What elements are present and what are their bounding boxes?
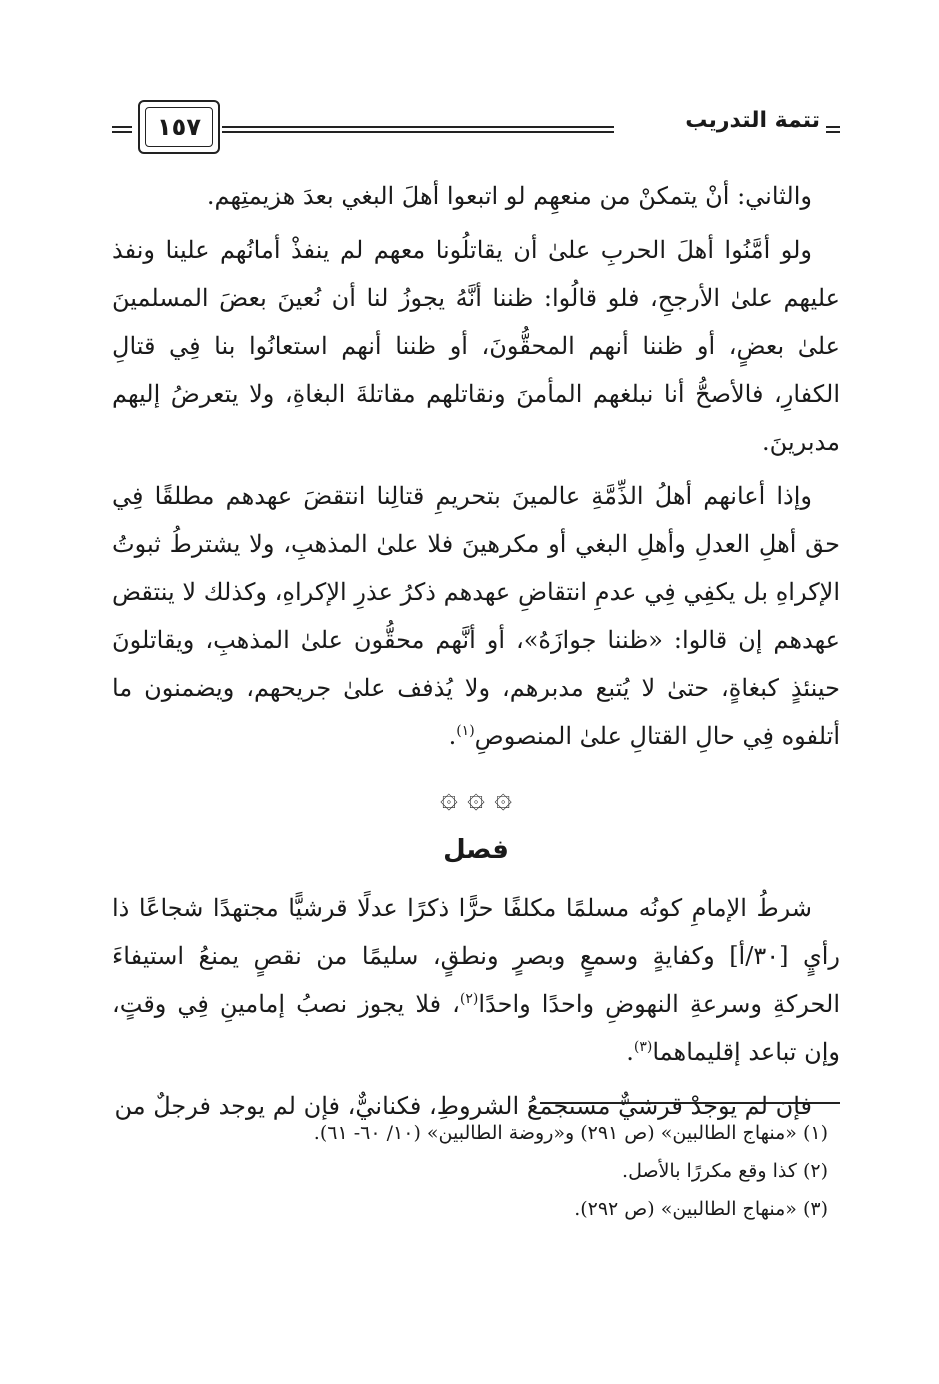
footnote-ref-1: (١) bbox=[456, 723, 475, 739]
page-number-box bbox=[138, 100, 220, 154]
header-rule-main bbox=[222, 126, 614, 133]
section-paragraph-1-c: . bbox=[626, 1038, 634, 1066]
paragraph-3-text: وإذا أعانهم أهلُ الذِّمَّةِ عالمينَ بتحريمِ قتالِنا انتقضَ عهدهم مطلقًا فِي حق أهلِ العدلِ وأهلِ البغي أو مكرهينَ فلا علىٰ المذهبِ، ولا يشترطُ ثبوتُ الإكراهِ بل يكفِي فِي عدمِ انتقاضِ عهدهم ذكرُ عذرِ الإكراهِ، وكذلك لا ينتقض عهدهم إن قالوا: «ظننا جوازَهُ»، أو أنَّهم محقُّون علىٰ المذهبِ، ويقاتلونَ حينئذٍ كبغاةٍ، حتىٰ لا يُتبع مدبرهم، ولا يُذفف علىٰ جريحهم، ويضمنون ما أتلفوه فِي حالِ القتالِ علىٰ المنصوصِ bbox=[112, 482, 840, 750]
section-paragraph-1 bbox=[112, 884, 840, 1076]
header-rule-tail bbox=[826, 126, 840, 133]
footnote-1: (١) «منهاج الطالبين» (ص ٢٩١) و«روضة الطالبين» (١٠/ ٦٠- ٦١). bbox=[313, 1122, 828, 1144]
footnote-3: (٣) «منهاج الطالبين» (ص ٢٩٢). bbox=[574, 1198, 828, 1220]
main-text bbox=[112, 172, 840, 1130]
section-paragraph-2: فإن لم يوجدْ قرشيٌّ مستجمعُ الشروطِ، فكنانيٌّ، فإن لم يوجد فرجلٌ من bbox=[114, 1092, 812, 1120]
paragraph-3-end: . bbox=[448, 722, 457, 750]
footnotes bbox=[112, 1114, 828, 1228]
section-paragraph-1-b: ، فلا يجوز نصبُ إمامينِ فِي وقتٍ، وإن تباعد إقليماهما bbox=[112, 990, 840, 1066]
paragraph-3 bbox=[112, 472, 840, 760]
footnote-ref-2: (٢) bbox=[459, 991, 479, 1007]
ornament-separator: ۞ ۞ ۞ bbox=[440, 780, 512, 815]
section-paragraph-1-a: شرطُ الإمامِ كونُه مسلمًا مكلفًا حرًّا ذكرًا عدلًا قرشيًّا مجتهدًا شجاعًا ذا رأيٍ [٣٠/أ] وكفايةٍ وسمعٍ وبصرٍ ونطقٍ، سليمًا من نقصٍ يمنعُ استيفاءَ الحركةِ وسرعةِ النهوضِ واحدًا واحدًا bbox=[112, 894, 840, 1018]
footnote-divider bbox=[540, 1102, 840, 1104]
paragraph-2: ولو أمَّنُوا أهلَ الحربِ علىٰ أن يقاتلُونا معهم لم ينفذْ أمانُهم علينا ونفذ عليهم علىٰ الأرجحِ، فلو قالُوا: ظننا أنَّهُ يجوزُ لنا أن نُعينَ بعضَ المسلمينَ علىٰ بعضٍ، أو ظننا أنهم المحقُّونَ، أو ظننا أنهم استعانُوا بنا فِي قتالِ الكفارِ، فالأصحُّ أنا نبلغهم المأمنَ ونقاتلهم مقاتلةَ البغاةِ، ولا يتعرضُ إليهم مدبرينَ. bbox=[112, 236, 840, 456]
page-header bbox=[112, 98, 840, 160]
page-number: ١٥٧ bbox=[145, 107, 213, 147]
footnote-ref-3: (٣) bbox=[633, 1039, 653, 1055]
running-title: تتمة التدريب bbox=[685, 108, 820, 133]
paragraph-1: والثاني: أنْ يتمكنْ من منعهِم لو اتبعوا أهلَ البغي بعدَ هزيمتِهم. bbox=[206, 182, 812, 210]
header-rule-left bbox=[112, 126, 132, 133]
section-heading: فصل bbox=[443, 835, 509, 865]
footnote-2: (٢) كذا وقع مكررًا بالأصل. bbox=[622, 1160, 828, 1182]
